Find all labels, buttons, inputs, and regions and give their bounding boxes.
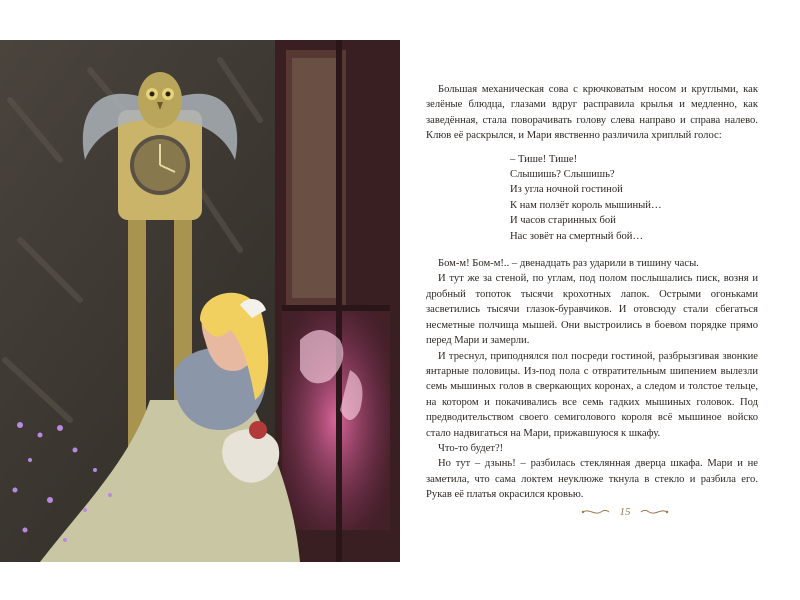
paragraph-mice-gather: И тут же за стеной, по углам, под полом послышались писк, возня и дробный топоток тысячи крохотных лапок. Острыми огоньками засветились тысячи глазок-буравчиков. И отовсюду стали сбегаться несметные полчища мышей. Они выстроились в боевом порядке прямо перед Мари и замерли. bbox=[426, 273, 758, 347]
ornament-left-icon bbox=[581, 507, 611, 517]
poem bbox=[510, 152, 758, 244]
paragraph-clock-strikes: Бом-м! Бом-м!.. – двенадцать раз ударили в тишину часы. bbox=[438, 258, 699, 270]
paragraph-owl: Большая механическая сова с крючковатым носом и круглыми, как зелёные блюдца, глазами вдруг расправила крылья и медленно, как заведённая, стала поворачивать голову слева направо и справа налево. Клюв её раскрылся, и Мари явственно различила хриплый голос: bbox=[426, 84, 758, 142]
illustration-artwork bbox=[0, 40, 400, 562]
paragraph-mouse-king: И треснул, приподнялся пол посреди гостиной, разбрызгивая звонкие янтарные половицы. Из-под пола с отвратительным шипением вылезли семь мышиных голов в сверкающих коронах, а следом и толстое тельце, на котором и покачивались все семь гадких мышиных головок. Под предводительством своего семиголового короля всё мышиное войско стало надвигаться на Мари, прижавшуюся к шкафу. bbox=[426, 350, 758, 439]
poem-line: Из угла ночной гостиной bbox=[510, 184, 623, 196]
poem-line: К нам ползёт король мышиный… bbox=[510, 199, 662, 211]
text-page bbox=[426, 82, 758, 503]
glass-cabinet bbox=[275, 40, 400, 562]
page-number: 15 bbox=[619, 506, 631, 519]
book-illustration bbox=[0, 40, 400, 562]
page-footer bbox=[560, 502, 690, 522]
poem-line: – Тише! Тише! bbox=[510, 153, 578, 165]
paragraph-glass-breaks: Но тут – дзынь! – разбилась стеклянная дверца шкафа. Мари и не заметила, что сама локтем неуклюже ткнула в стекло и разбила его. Рукав её платья окрасился кровью. bbox=[426, 458, 758, 501]
paragraph-question: Что-то будет?! bbox=[438, 442, 504, 454]
poem-line: И часов старинных бой bbox=[510, 215, 616, 227]
ornament-right-icon bbox=[639, 507, 669, 517]
poem-line: Нас зовёт на смертный бой… bbox=[510, 230, 644, 242]
poem-line: Слышишь? Слышишь? bbox=[510, 169, 615, 181]
